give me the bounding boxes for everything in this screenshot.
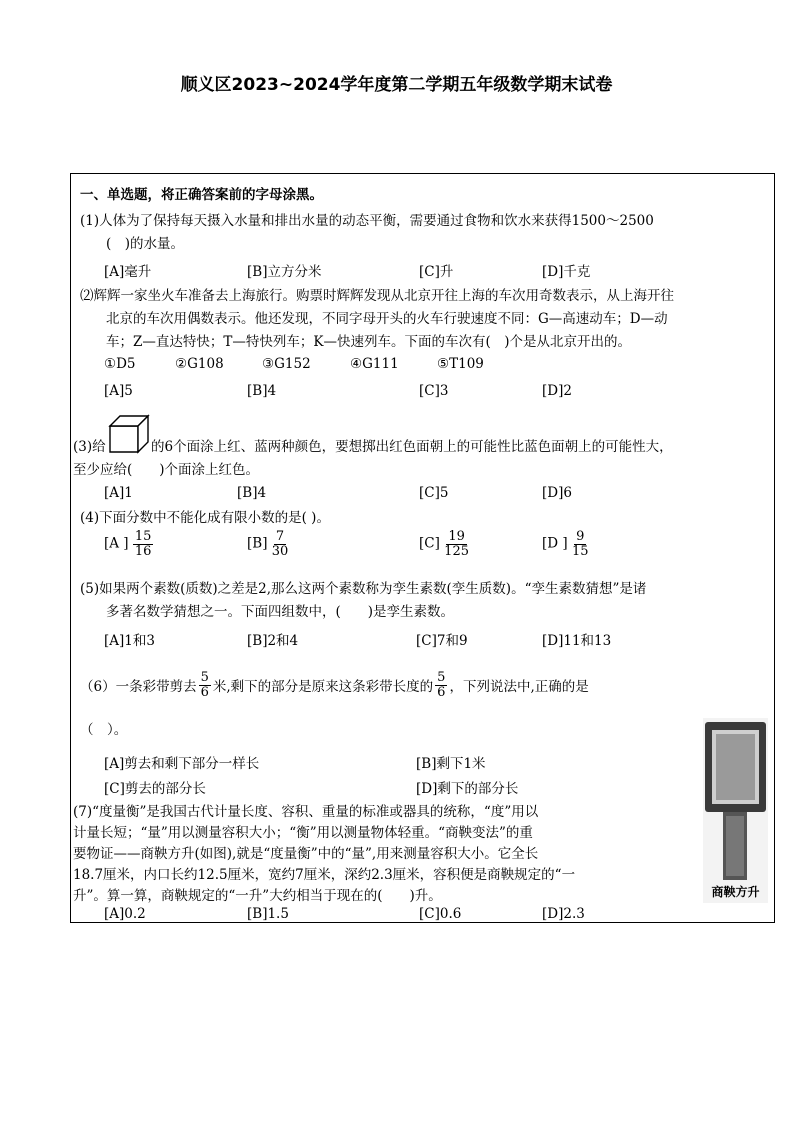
q7-line4: 18.7厘米，内口长约12.5厘米，宽约7厘米，深约2.3厘米，容积便是商鞅规定的“一 bbox=[73, 867, 576, 883]
q4-option-c-fraction bbox=[444, 530, 469, 558]
q2-train-3: ③G152 bbox=[262, 356, 311, 372]
q2-line3: 车；Z—直达特快；T—特快列车；K—快速列车。下面的车次有( )个是从北京开出的。 bbox=[106, 334, 632, 350]
q2-train-1: ①D5 bbox=[104, 356, 136, 372]
q6-option-b[interactable]: [B]剩下1米 bbox=[416, 756, 486, 772]
denominator: 125 bbox=[444, 543, 469, 559]
q5-line2: 多著名数学猜想之一。下面四组数中，( )是孪生素数。 bbox=[106, 604, 455, 620]
q7-line3: 要物证——商鞅方升(如图),就是“度量衡”中的“量”,用来测量容积大小。它全长 bbox=[73, 846, 539, 862]
q4-option-a[interactable] bbox=[104, 530, 153, 558]
q1-option-a[interactable]: [A]毫升 bbox=[104, 264, 152, 280]
q7-option-d[interactable]: [D]2.3 bbox=[542, 906, 585, 922]
q2-train-5: ⑤T109 bbox=[437, 356, 484, 372]
q6-line2: （ ）。 bbox=[80, 722, 128, 738]
numerator: 5 bbox=[200, 670, 209, 685]
numerator: 9 bbox=[576, 529, 585, 544]
q1-line1: (1)人体为了保持每天摄入水量和排出水量的动态平衡，需要通过食物和饮水来获得1500～2500 bbox=[80, 213, 654, 229]
denominator: 6 bbox=[437, 684, 446, 700]
q4-option-a-label: [A ] bbox=[104, 535, 129, 552]
q4-option-d-fraction bbox=[572, 530, 589, 558]
denominator: 30 bbox=[271, 543, 289, 559]
q6-part1: （6）一条彩带剪去 bbox=[80, 679, 197, 696]
exam-title: 顺义区2023~2024学年度第二学期五年级数学期末试卷 bbox=[180, 75, 613, 95]
q6-part3: ，下列说法中,正确的是 bbox=[449, 679, 589, 696]
q4-option-d-label: [D ] bbox=[542, 535, 568, 552]
cube-icon bbox=[108, 414, 150, 454]
q6-option-a[interactable]: [A]剪去和剩下部分一样长 bbox=[104, 756, 260, 772]
q2-line1: ⑵辉辉一家坐火车准备去上海旅行。购票时辉辉发现从北京开往上海的车次用奇数表示，从上海开往 bbox=[80, 288, 674, 304]
q6-part2: 米,剩下的部分是原来这条彩带长度的 bbox=[212, 679, 434, 696]
q6-fraction-1 bbox=[199, 671, 211, 699]
q3-line1: 的6个面涂上红、蓝两种颜色，要想掷出红色面朝上的可能性比蓝色面朝上的可能性大， bbox=[151, 439, 673, 455]
q5-option-d[interactable]: [D]11和13 bbox=[542, 633, 612, 649]
q7-option-c[interactable]: [C]0.6 bbox=[419, 906, 462, 922]
q3-option-a[interactable]: [A]1 bbox=[104, 485, 133, 501]
numerator: 7 bbox=[275, 529, 285, 544]
q2-train-4: ④G111 bbox=[350, 356, 399, 372]
q6-option-d[interactable]: [D]剩下的部分长 bbox=[416, 781, 519, 797]
q2-option-c[interactable]: [C]3 bbox=[419, 383, 449, 399]
q5-option-a[interactable]: [A]1和3 bbox=[104, 633, 155, 649]
q3-option-d[interactable]: [D]6 bbox=[542, 485, 572, 501]
q2-option-a[interactable]: [A]5 bbox=[104, 383, 133, 399]
shang-yang-measure-figure bbox=[703, 718, 768, 903]
q3-line2: 至少应给( )个面涂上红色。 bbox=[73, 462, 260, 478]
q4-option-a-fraction bbox=[133, 530, 154, 558]
q5-option-c[interactable]: [C]7和9 bbox=[416, 633, 468, 649]
q7-line5: 升”。算一算，商鞅规定的“一升”大约相当于现在的( )升。 bbox=[73, 888, 442, 904]
q1-option-d[interactable]: [D]千克 bbox=[542, 264, 591, 280]
q2-train-2: ②G108 bbox=[175, 356, 224, 372]
q3-option-c[interactable]: [C]5 bbox=[419, 485, 449, 501]
q5-line1: (5)如果两个素数(质数)之差是2,那么这两个素数称为孪生素数(孪生质数)。“孪生素数猜想”是诸 bbox=[80, 581, 647, 597]
q2-line2: 北京的车次用偶数表示。他还发现，不同字母开头的火车行驶速度不同：G—高速动车；D—动 bbox=[106, 311, 668, 327]
q2-option-d[interactable]: [D]2 bbox=[542, 383, 572, 399]
numerator: 5 bbox=[437, 670, 446, 685]
shang-yang-measure-icon bbox=[703, 718, 768, 883]
q4-option-c-label: [C] bbox=[419, 535, 440, 552]
q1-option-c[interactable]: [C]升 bbox=[419, 264, 454, 280]
denominator: 15 bbox=[571, 543, 589, 559]
q4-option-c[interactable] bbox=[419, 530, 469, 558]
q1-option-b[interactable]: [B]立方分米 bbox=[247, 264, 322, 280]
q1-line2: ( )的水量。 bbox=[106, 236, 185, 252]
q6-fraction-2 bbox=[435, 671, 447, 699]
q7-option-a[interactable]: [A]0.2 bbox=[104, 906, 146, 922]
q3-prefix: (3)给 bbox=[73, 439, 106, 455]
q7-option-b[interactable]: [B]1.5 bbox=[247, 906, 289, 922]
q4-option-b[interactable] bbox=[247, 530, 288, 558]
q4-stem: (4)下面分数中不能化成有限小数的是( )。 bbox=[80, 510, 330, 526]
q7-line1: (7)“度量衡”是我国古代计量长度、容积、重量的标准或器具的统称，“度”用以 bbox=[73, 804, 539, 820]
section-heading: 一、单选题，将正确答案前的字母涂黑。 bbox=[80, 187, 323, 203]
numerator: 15 bbox=[134, 529, 152, 544]
denominator: 16 bbox=[134, 543, 152, 559]
q4-option-d[interactable] bbox=[542, 530, 589, 558]
numerator: 19 bbox=[448, 529, 465, 544]
q2-option-b[interactable]: [B]4 bbox=[247, 383, 277, 399]
q5-option-b[interactable]: [B]2和4 bbox=[247, 633, 299, 649]
q7-line2: 计量长短；“量”用以测量容积大小；“衡”用以测量物体轻重。“商鞅变法”的重 bbox=[73, 825, 533, 841]
q6-stem bbox=[80, 671, 589, 699]
q3-option-b[interactable]: [B]4 bbox=[237, 485, 267, 501]
q6-option-c[interactable]: [C]剪去的部分长 bbox=[104, 781, 206, 797]
denominator: 6 bbox=[200, 684, 209, 700]
figure-caption: 商鞅方升 bbox=[711, 885, 760, 899]
q4-option-b-label: [B] bbox=[247, 535, 268, 552]
q4-option-b-fraction bbox=[272, 530, 289, 558]
